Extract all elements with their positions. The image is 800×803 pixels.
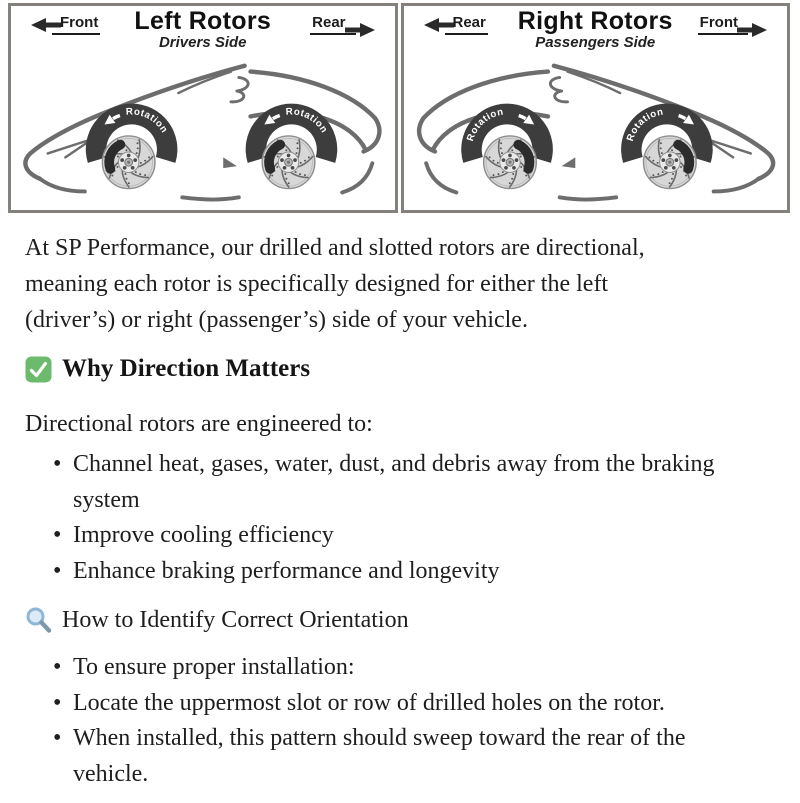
car-illustration-right [404,56,788,210]
rotation-label: Rotation [624,106,664,143]
list-item: • Enhance braking performance and longevity [73,554,740,590]
panel-subtitle: Drivers Side [158,33,247,51]
article-body [0,230,770,792]
arrow-right-icon [345,23,375,37]
intro-paragraph [25,230,740,338]
direction-text: Front [698,15,748,35]
panel-header [11,6,395,56]
diagram-panel-right-rotors [401,3,791,213]
list-item: • Locate the uppermost slot or row of drilled holes on the rotor. [73,686,740,722]
list-item: • Channel heat, gases, water, dust, and debris away from the braking system [73,447,740,518]
section-heading-identify-orientation [25,603,740,637]
rear-direction-label [310,15,374,37]
direction-text: Rear [310,15,355,35]
orientation-list [25,650,740,792]
rotation-label: Rotation [285,106,330,136]
intro-line: meaning each rotor is specifically designed for either the left [25,271,609,297]
rotation-label: Rotation [125,106,170,136]
direction-text: Front [52,15,100,35]
front-direction-label [698,15,767,37]
panel-subtitle: Passengers Side [535,33,656,51]
list-item: • To ensure proper installation: [73,650,740,686]
car-illustration-left [11,56,395,210]
benefits-list [25,447,740,589]
section-lead: Directional rotors are engineered to: [25,411,373,437]
section-heading-why-direction-matters [25,352,740,386]
rotor-direction-diagram [8,3,790,213]
arrow-right-icon [737,23,767,37]
direction-text: Rear [445,15,488,35]
panel-title: Right Rotors [517,7,673,35]
intro-line: At SP Performance, our drilled and slotted rotors are directional, [25,235,645,261]
magnifier-icon [25,606,53,634]
intro-line: (driver’s) or right (passenger’s) side of your vehicle. [25,307,528,333]
diagram-panel-left-rotors [8,3,398,213]
panel-title: Left Rotors [134,7,272,35]
rotor-product-page [0,3,800,792]
list-item: • When installed, this pattern should sweep toward the rear of the vehicle. [73,721,740,792]
list-item: • Improve cooling efficiency [73,518,740,554]
heading-text: Why Direction Matters [62,355,311,382]
heading-text: How to Identify Correct Orientation [62,607,409,633]
check-icon [25,356,52,383]
panel-header [404,6,788,56]
rotation-label: Rotation [464,106,505,143]
